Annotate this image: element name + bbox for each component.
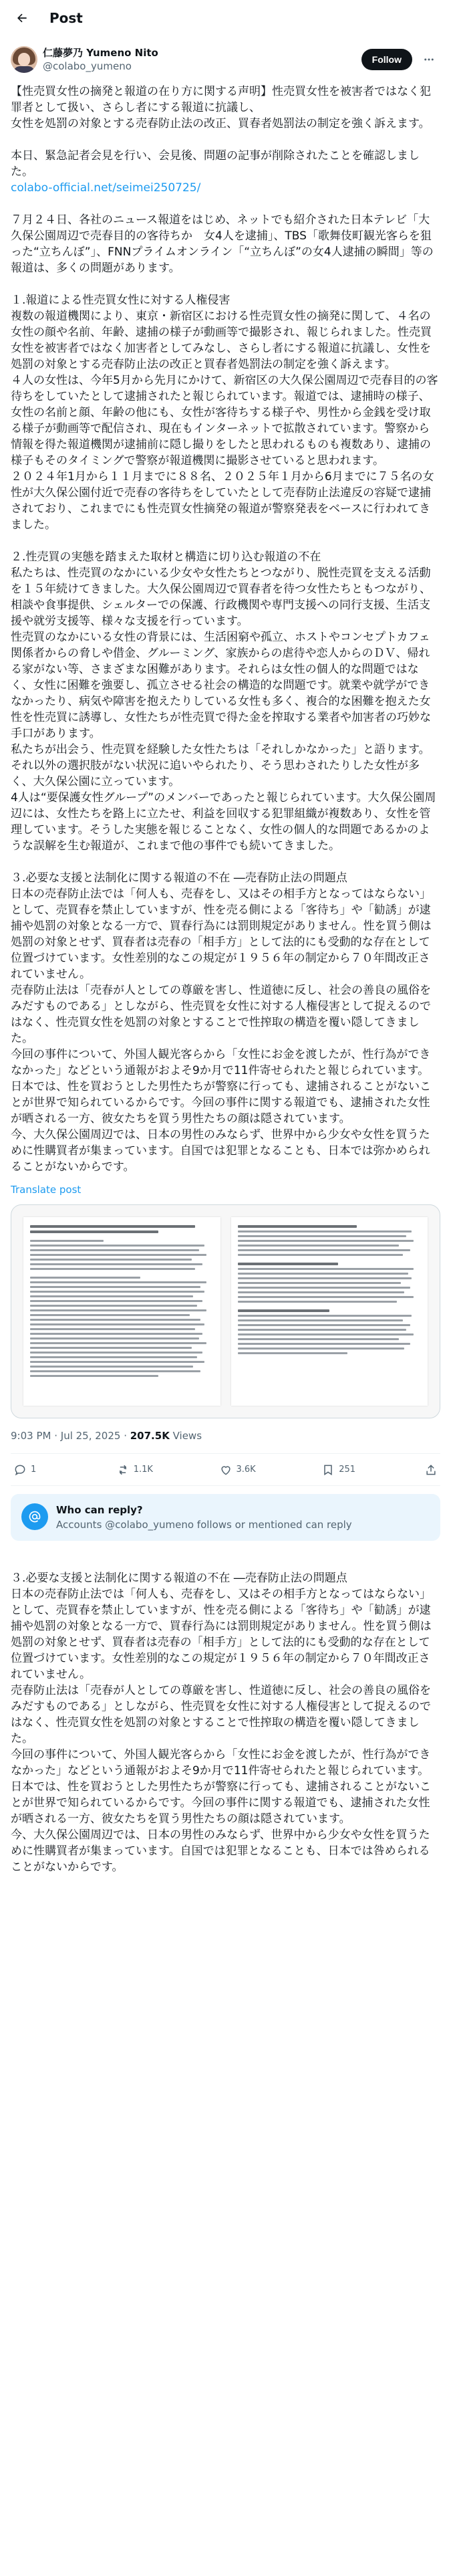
post-text — [11, 84, 440, 1175]
page-title: Post — [49, 9, 83, 26]
action-bar — [11, 1454, 440, 1486]
attached-document-image[interactable] — [11, 1204, 440, 1418]
post — [0, 35, 451, 1541]
avatar[interactable] — [11, 46, 37, 73]
like-button[interactable] — [219, 1463, 322, 1477]
reply-icon — [13, 1463, 27, 1477]
author-name[interactable]: 仁藤夢乃 Yumeno Nito — [43, 47, 158, 59]
post-link[interactable]: colabo-official.net/seimei250725/ — [11, 181, 201, 195]
translate-post-link[interactable]: Translate post — [11, 1184, 82, 1196]
post-body: ７月２４日、各社のニュース報道をはじめ、ネットでも紹介された日本テレビ「大久保公園周辺で売春目的の客待ちか 女4人を逮捕」、TBS「歌舞伎町観光客らを狙った“立ちんぼ”」、FNNプライムオンライン「“立ちんぼ”の女4人逮捕の瞬間」等の報道は、多くの問題があります。 １.報道による性売買女性に対する人権侵害 複数の報道機関により、東京・新宿区における性売買女性の摘発に関して、４名の女性の顔や名前、年齢、逮捕の様子が動画等で撮影され、報じられました。性売買女性を被害者ではなく加害者としてみなし、さらし者にする報道に抗議し、女性を処罰の対象とする売春防止法の改正と買春者処罰法の制定を強く訴えます。 ４人の女性は、今年5月から先月にかけて、新宿区の大久保公園周辺で売春目的の客待ちをしていたとして逮捕されたと報じられています。報道では、逮捕時の様子、女性の名前と顔、年齢の他にも、女性が客待ちする様子や、男性から金銭を受け取る様子が動画等で配信され、現在もインターネットで拡散されています。警察から情報を得た報道機関が逮捕前に隠し撮りをしたと思われるものも複数あり、逮捕の様子もそのタイミングで警察が報道機関に撮影させていると思われます。 ２０２４年1月から１１月までに８８名、２０２５年１月から6月までに７５名の女性が大久保公園付近で売春の客待ちをしていたとして売春防止法違反の容疑で逮捕されており、これまでにも性売買女性摘発の報道が警察発表をベースに行われてきました。 ２.性売買の実態を踏まえた取材と構造に切り込む報道の不在 私たちは、性売買のなかにいる少女や女性たちとつながり、脱性売買を支える活動を１５年続けてきました。大久保公園周辺で買春者を待つ女性たちともつながり、相談や食事提供、シェルターでの保護、行政機関や専門支援への同行支援、生活支援や就労支援等、様々な支援を行っています。 性売買のなかにいる女性の背景には、生活困窮や孤立、ホストやコンセプトカフェ関係者からの脅しや借金、グルーミング、家族からの虐待や恋人からのＤＶ、帰れる家がない等、さまざまな困難があります。それらは女性の個人的な問題ではなく、女性に困難を強要し、孤立させる社会の構造的な問題です。就業や就学ができなかったり、病気や障害を抱えたりしている女性も多く、複合的な困難を抱えた女性を性売買に誘導し、女性たちが性売買で得た金を搾取する業者や加害者の巧妙な手口があります。 私たちが出会う、性売買を経験した女性たちは「それしかなかった」と語ります。それ以外の選択肢がない状況に追いやられたり、そう思わされたりした女性が多く、大久保公園に立っています。 4人は“要保護女性グループ”のメンバーであったと報じられています。大久保公園周辺には、女性たちを路上に立たせ、利益を回収する犯罪組織が複数あり、女性を管理しています。そうした実態を報じることなく、女性の個人的な問題であるかのような誤解を生む報道が、これまで他の事件でも続いてきました。 ３.必要な支援と法制化に関する報道の不在 ―売春防止法の問題点 日本の売春防止法では「何人も、売春をし、又はその相手方となってはならない」として、売買春を禁止していますが、性を売る側による「客待ち」や「勧誘」が逮捕や処罰の対象となる一方で、買春行為には罰則規定がありません。性を買う側は処罰の対象とせず、買春者は売春の「相手方」として法的にも受動的な存在として位置づけています。女性差別的なこの規定が１９５６年の制定から７０年間改正されていません。 売春防止法は「売春が人としての尊厳を害し、性道徳に反し、社会の善良の風俗をみだすものである」としながら、性売買を女性に対する人権侵害として捉えるのではなく、性売買女性を処罰の対象とすることで性搾取の構造を覆い隠してきました。 今回の事件について、外国人観光客らから「女性にお金を渡したが、性行為ができなかった」などという通報がおよそ9か月で11件寄せられたと報じられています。日本では、性を買おうとした男性たちが警察に行っても、逮捕されることがないことが世界で知られているからです。今回の事件に関する報道でも、逮捕された女性が晒される一方、彼女たちを買う男性たちの顔は隠されています。 今、大久保公園周辺では、日本の男性のみならず、世界中から少女や女性を買うために性購買者が集まっています。自国では犯罪となることも、日本では弥かめられることがないからです。 — [11, 213, 438, 1174]
bookmark-icon — [321, 1463, 335, 1477]
reply-count: 1 — [31, 1465, 37, 1475]
at-sign-icon — [21, 1503, 48, 1530]
back-arrow-icon[interactable] — [11, 7, 33, 29]
top-bar — [0, 0, 451, 35]
repost-icon — [116, 1463, 130, 1477]
views-label: Views — [172, 1430, 202, 1442]
more-options-icon[interactable] — [418, 48, 440, 71]
continued-text: ３.必要な支援と法制化に関する報道の不在 ―売春防止法の問題点 日本の売春防止法では「何人も、売春をし、又はその相手方となってはならない」として、売買春を禁止していますが、性を売る側による「客待ち」や「勧誘」が逮捕や処罰の対象となる一方で、買春行為には罰則規定がありません。性を買う側は処罰の対象とせず、買春者は売春の「相手方」として法的にも受動的な存在として位置づけています。女性差別的なこの規定が１９５６年の制定から７０年間改正されていません。 売春防止法は「売春が人としての尊厳を害し、性道徳に反し、社会の善良の風俗をみだすものである」としながら、性売買を女性に対する人権侵害として捉えるのではなく、性売買女性を処罰の対象とすることで性搾取の構造を覆い隠してきました。 今回の事件について、外国人観光客らから「女性にお金を渡したが、性行為ができなかった」などという通報がおよそ9か月で11件寄せられたと報じられています。日本では、性を買おうとした男性たちが警察に行っても、逮捕されることがないことが世界で知られているからです。今回の事件に関する報道でも、逮捕された女性が晒される一方、彼女たちを買う男性たちの顔は隠されています。 今、大久保公園周辺では、日本の男性のみならず、世界中から少女や女性を買うために性購買者が集まっています。自国では犯罪となることも、日本では咎められることがないからです。 — [11, 1572, 432, 1874]
document-page-left — [23, 1217, 220, 1406]
follow-button[interactable]: Follow — [361, 49, 412, 70]
document-page-right — [231, 1217, 428, 1406]
who-can-reply-description: Accounts @colabo_yumeno follows or mentioned can reply — [56, 1519, 352, 1531]
heart-icon — [219, 1463, 233, 1477]
reply-button[interactable] — [13, 1463, 116, 1477]
post-time[interactable]: 9:03 PM — [11, 1430, 51, 1442]
like-count: 3.6K — [236, 1465, 256, 1475]
bookmark-count: 251 — [339, 1465, 356, 1475]
author-info — [43, 46, 361, 73]
share-icon — [424, 1463, 438, 1477]
repost-count: 1.1K — [133, 1465, 153, 1475]
views-count: 207.5K — [130, 1430, 170, 1442]
continued-text-section — [0, 1541, 451, 1875]
post-date[interactable]: Jul 25, 2025 — [60, 1430, 121, 1442]
post-meta: 9:03 PM · Jul 25, 2025 · 207.5K Views — [11, 1429, 440, 1454]
author-handle[interactable]: @colabo_yumeno — [43, 60, 132, 72]
share-button[interactable] — [424, 1463, 438, 1477]
post-intro: 【性売買女性の摘発と報道の在り方に関する声明】性売買女性を被害者ではなく犯罪者として扱い、さらし者にする報道に抗議し、 女性を処罰の対象とする売春防止法の改正、買春者処罰法の制定を強く訴えます。 本日、緊急記者会見を行い、会見後、問題の記事が削除されたことを確認しました。 — [11, 85, 431, 179]
author-row — [11, 43, 440, 76]
who-can-reply-box — [11, 1494, 440, 1541]
repost-button[interactable] — [116, 1463, 219, 1477]
bookmark-button[interactable] — [321, 1463, 424, 1477]
who-can-reply-title: Who can reply? — [56, 1504, 143, 1516]
